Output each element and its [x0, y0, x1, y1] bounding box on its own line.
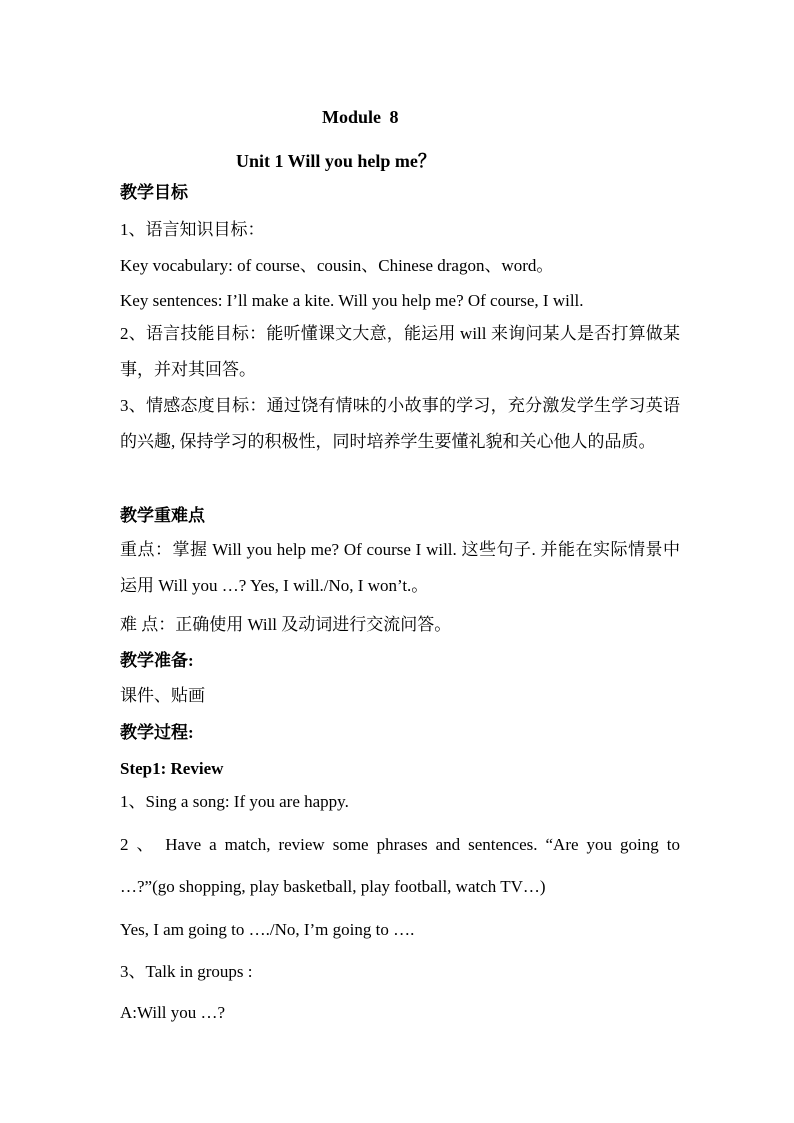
step1-item-2-reply: Yes, I am going to …./No, I’m going to …. [120, 920, 415, 939]
section-heading-process: 教学过程: [120, 723, 194, 742]
key-sentences: Key sentences: I’ll make a kite. Will you help me? Of course, I will. [120, 291, 584, 310]
section-heading-preparation: 教学准备: [120, 651, 194, 670]
unit-title: Unit 1 Will you help me？ [236, 151, 436, 171]
keypoint-paragraph: 重点：掌握 Will you help me? Of course I will. 这些句子. 并能在实际情景中运用 Will you …? Yes, I will./No, I won’t.。 [120, 540, 680, 595]
step1-item-2-paragraph: 2 、 Have a match, review some phrases and sentences. “Are you going to …?”(go shopping, play basketball, play football, watch TV…) [120, 835, 680, 896]
step1-item-3-dialogue: A:Will you …? [120, 1003, 226, 1022]
key-vocabulary: Key vocabulary: of course、cousin、Chinese dragon、word。 [120, 256, 554, 275]
section-heading-objectives: 教学目标 [120, 183, 188, 202]
objective-2-paragraph: 2、语言技能目标：能听懂课文大意，能运用 will 来询问某人是否打算做某事，并对其回答。 [120, 324, 680, 379]
step1-item-1: 1、Sing a song: If you are happy. [120, 792, 349, 811]
section-heading-keypoints: 教学重难点 [120, 506, 205, 525]
preparation-items: 课件、贴画 [120, 686, 205, 705]
step1-item-3: 3、Talk in groups : [120, 962, 253, 981]
difficulty-line: 难 点：正确使用 Will 及动词进行交流问答。 [120, 615, 452, 634]
objective-1-heading: 1、语言知识目标： [120, 220, 265, 239]
step1-title: Step1: Review [120, 759, 224, 778]
objective-3-paragraph: 3、情感态度目标：通过饶有情味的小故事的学习，充分激发学生学习英语的兴趣, 保持学习的积极性，同时培养学生要懂礼貌和关心他人的品质。 [120, 396, 680, 451]
module-title: Module 8 [322, 107, 399, 127]
